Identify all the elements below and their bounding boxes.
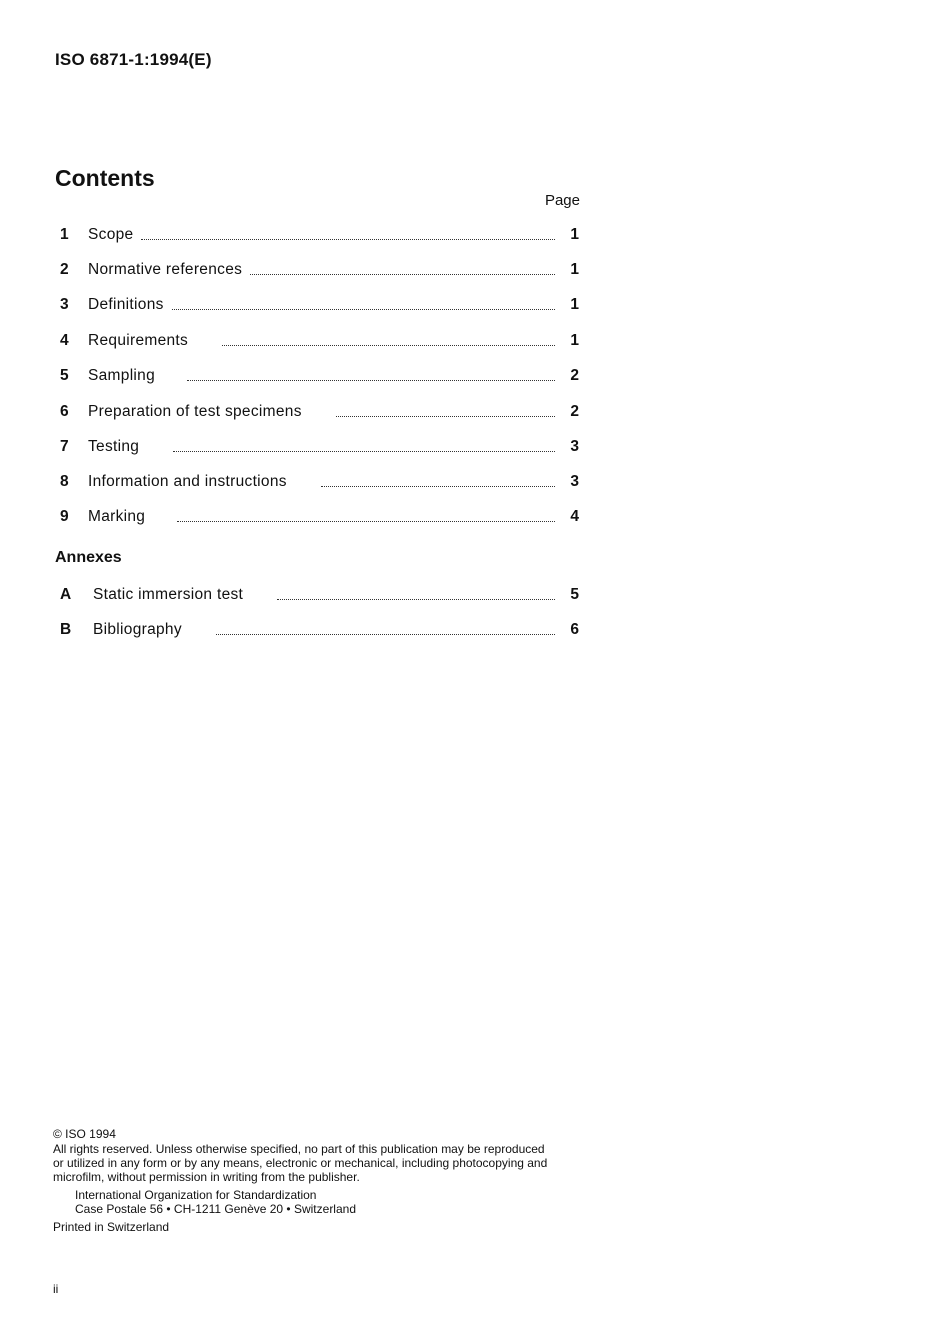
annex-entry-page: 5 (570, 586, 579, 603)
leader-dots (222, 344, 555, 346)
leader-dots (173, 450, 555, 452)
leader-dots (177, 520, 555, 522)
page-column-label: Page (544, 192, 580, 209)
toc-entry-page: 4 (570, 508, 579, 525)
toc-entry[interactable] (55, 258, 579, 280)
annex-entry-letter: B (60, 621, 72, 638)
toc-entry-title: Testing (88, 438, 140, 455)
annex-entry-page: 6 (570, 621, 579, 638)
toc-entry-page: 3 (570, 473, 579, 490)
toc-entry-title: Definitions (88, 296, 164, 313)
rights-line-3: microfilm, without permission in writing from the publisher. (53, 1170, 360, 1184)
toc-entry[interactable] (55, 364, 579, 386)
toc-entry-title: Preparation of test specimens (88, 403, 302, 420)
leader-dots (321, 485, 555, 487)
toc-entry-title: Marking (88, 508, 146, 525)
toc-entry-page: 1 (570, 296, 579, 313)
toc-entry-page: 2 (570, 367, 579, 384)
annexes-heading: Annexes (55, 549, 122, 566)
rights-line-2: or utilized in any form or by any means, electronic or mechanical, including photocopying and (53, 1156, 548, 1170)
toc-entry-number: 2 (60, 261, 69, 278)
toc-entry[interactable] (55, 223, 579, 245)
organization-name: International Organization for Standardization (75, 1188, 317, 1202)
toc-entry-title: Scope (88, 226, 134, 243)
leader-dots (216, 633, 555, 635)
toc-entry-page: 2 (570, 403, 579, 420)
toc-entry[interactable] (55, 329, 579, 351)
leader-dots (277, 598, 555, 600)
leader-dots (336, 415, 555, 417)
rights-line-1: All rights reserved. Unless otherwise specified, no part of this publication may be reproduced (53, 1142, 545, 1156)
toc-entry-page: 1 (570, 261, 579, 278)
toc-entry[interactable] (55, 470, 579, 492)
contents-title: Contents (55, 165, 155, 191)
copyright-notice (53, 1127, 593, 1234)
page-folio: ii (53, 1282, 59, 1296)
toc-entry-number: 3 (60, 296, 69, 313)
leader-dots (172, 308, 555, 310)
annex-entry[interactable] (55, 583, 579, 605)
toc-entry-number: 1 (60, 226, 69, 243)
copyright-symbol-line: © ISO 1994 (53, 1127, 116, 1141)
toc-entry[interactable] (55, 400, 579, 422)
document-id: ISO 6871-1:1994(E) (55, 50, 212, 69)
toc-entry-number: 5 (60, 367, 69, 384)
toc-entry[interactable] (55, 293, 579, 315)
printed-in: Printed in Switzerland (53, 1220, 170, 1234)
annex-entry[interactable] (55, 618, 579, 640)
toc-entry-title: Requirements (88, 332, 189, 349)
toc-entry-number: 9 (60, 508, 69, 525)
leader-dots (250, 273, 555, 275)
organization-address: Case Postale 56 • CH-1211 Genève 20 • Switzerland (75, 1202, 356, 1216)
toc-entry-title: Information and instructions (88, 473, 287, 490)
annex-entry-title: Bibliography (93, 621, 182, 638)
toc-entry[interactable] (55, 505, 579, 527)
leader-dots (141, 238, 555, 240)
toc-entry-title: Normative references (88, 261, 243, 278)
annex-entry-title: Static immersion test (93, 586, 244, 603)
toc-entry-number: 4 (60, 332, 69, 349)
toc-entry-page: 3 (570, 438, 579, 455)
toc-entry-page: 1 (570, 332, 579, 349)
toc-entry-number: 8 (60, 473, 69, 490)
toc-entry-number: 6 (60, 403, 69, 420)
leader-dots (187, 379, 555, 381)
toc-entry-title: Sampling (88, 367, 156, 384)
toc-entry-number: 7 (60, 438, 69, 455)
toc-entry-page: 1 (570, 226, 579, 243)
annex-entry-letter: A (60, 586, 72, 603)
toc-entry[interactable] (55, 435, 579, 457)
